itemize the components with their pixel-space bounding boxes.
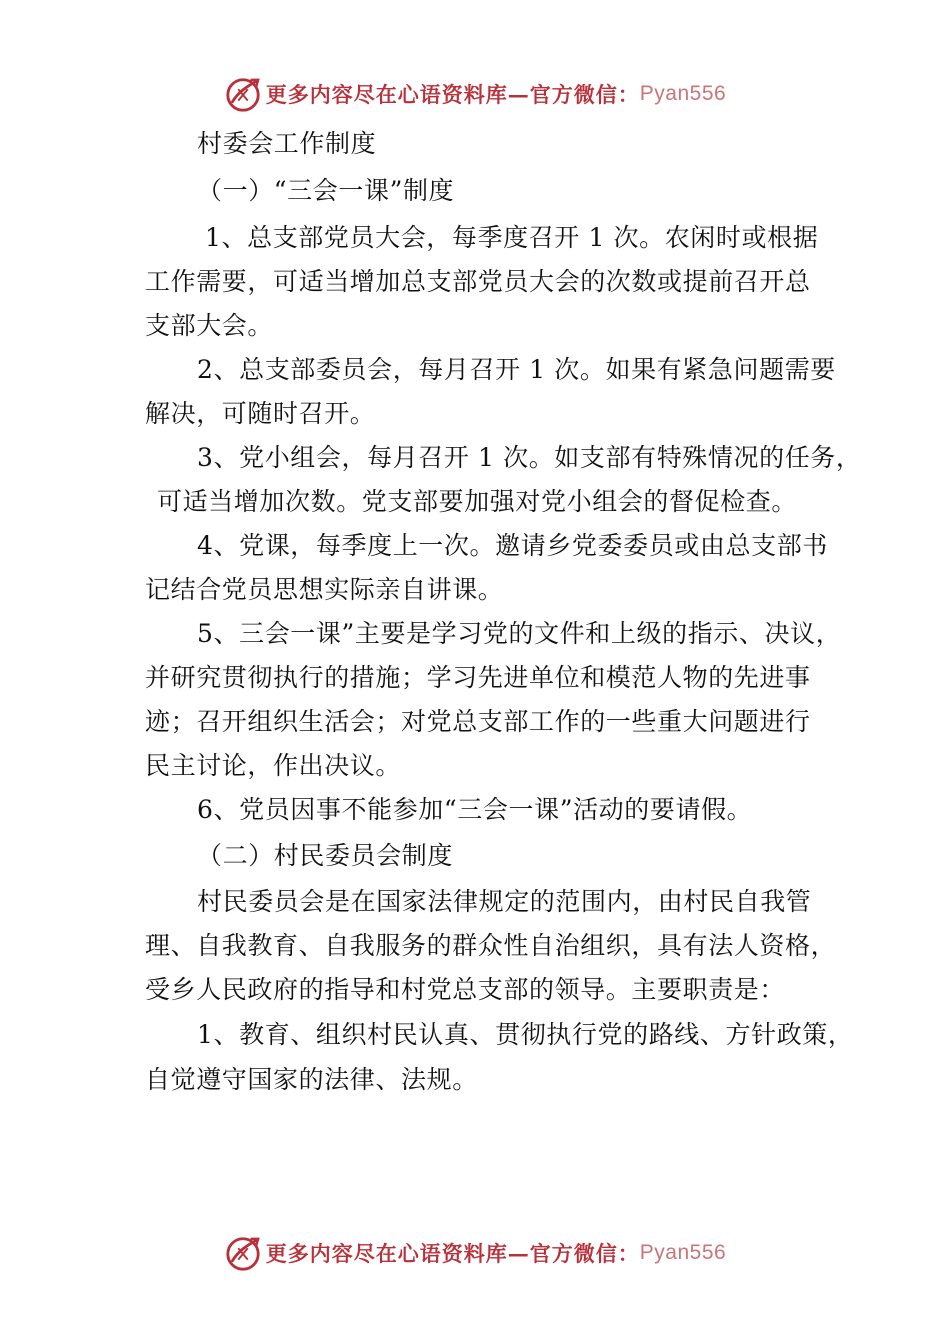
item2-line1: 2、总支部委员会，每月召开 1 次。如果有紧急问题需要 [197,355,836,384]
xinyu-logo-icon [224,75,262,113]
duty1-line1: 1、教育、组织村民认真、贯彻执行党的路线、方针政策， [197,1020,854,1049]
document-title: 村委会工作制度 [197,129,377,158]
header-brand-text: 更多内容尽在心语资料库—官方微信： [265,82,640,107]
xinyu-logo-icon [224,1234,262,1272]
item3-line2: 可适当增加次数。党支部要加强对党小组会的督促检查。 [157,487,798,516]
header-watermark-banner [0,72,950,116]
footer-brand-text: 更多内容尽在心语资料库—官方微信： [265,1241,640,1266]
section2-heading: （二）村民委员会制度 [197,841,454,870]
intro-line2: 理、自我教育、自我服务的群众性自治组织，具有法人资格， [145,931,837,960]
footer-wechat-id: Pyan556 [639,1241,727,1264]
section1-heading: （一）“三会一课”制度 [197,176,455,205]
item5-line4: 民主讨论，作出决议。 [145,751,402,780]
intro-line1: 村民委员会是在国家法律规定的范围内，由村民自我管 [197,887,812,916]
header-wechat-id: Pyan556 [639,82,727,105]
item4-line2: 记结合党员思想实际亲自讲课。 [145,575,504,604]
item2-line2: 解决，可随时召开。 [145,399,376,428]
item1-line2: 工作需要，可适当增加总支部党员大会的次数或提前召开总 [145,267,811,296]
item3-line1: 3、党小组会，每月召开 1 次。如支部有特殊情况的任务， [197,443,862,472]
item6-line1: 6、党员因事不能参加“三会一课”活动的要请假。 [197,795,753,824]
intro-line3: 受乡人民政府的指导和村党总支部的领导。主要职责是： [145,975,786,1004]
item5-line2: 并研究贯彻执行的措施；学习先进单位和模范人物的先进事 [145,663,811,692]
item1-line3: 支部大会。 [145,311,274,340]
duty1-line2: 自觉遵守国家的法律、法规。 [145,1065,478,1094]
item5-line1: 5、三会一课”主要是学习党的文件和上级的指示、决议， [197,619,842,648]
item1-line1: 1、总支部党员大会，每季度召开 1 次。农闲时或根据 [205,223,819,252]
item4-line1: 4、党课，每季度上一次。邀请乡党委委员或由总支部书 [197,531,828,560]
footer-watermark-banner [0,1231,950,1275]
item5-line3: 迹；召开组织生活会；对党总支部工作的一些重大问题进行 [145,707,811,736]
